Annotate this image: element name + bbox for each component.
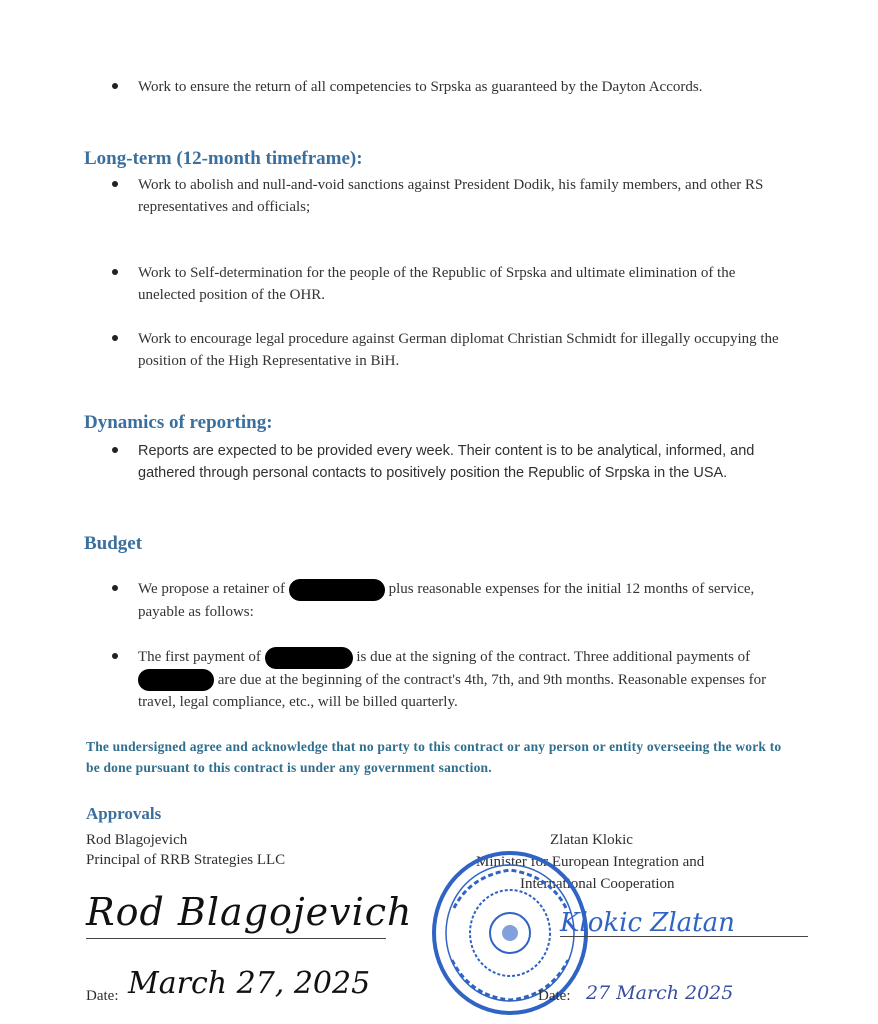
right-signature: Klokic Zlatan xyxy=(560,908,735,938)
left-signer-name: Rod Blagojevich xyxy=(86,832,188,848)
bullet-icon xyxy=(112,181,118,187)
right-signer-title-1: Minister for European Integration and xyxy=(476,854,705,870)
long-term-item-1: Work to abolish and null-and-void sanctions against President Dodik, his family members, and other RS representatives and officials; xyxy=(138,177,764,215)
approvals-heading: Approvals xyxy=(86,804,162,823)
bullet-icon xyxy=(112,447,118,453)
budget-item-2-b: is due at the signing of the contract. Three additional payments of xyxy=(356,649,751,665)
list-item xyxy=(112,578,792,623)
budget-item-1-before: We propose a retainer of xyxy=(138,581,286,597)
left-signer-title: Principal of RRB Strategies LLC xyxy=(86,852,286,868)
right-signer-name: Zlatan Klokic xyxy=(550,832,633,848)
list-item xyxy=(112,76,792,98)
list-item xyxy=(112,440,792,484)
left-date-label: Date: xyxy=(86,988,119,1004)
list-item xyxy=(112,262,792,306)
redaction-bar xyxy=(265,647,353,669)
redaction-bar xyxy=(138,669,214,691)
list-item xyxy=(112,646,792,713)
redaction-bar xyxy=(289,579,385,601)
right-date-label: Date: xyxy=(538,988,571,1004)
top-bullet-text: Work to ensure the return of all competencies to Srpska as guaranteed by the Dayton Accords. xyxy=(138,79,703,95)
left-signature-line xyxy=(86,938,386,939)
list-item xyxy=(112,328,792,372)
bullet-icon xyxy=(112,653,118,659)
budget-item-2-a: The first payment of xyxy=(138,649,261,665)
bullet-icon xyxy=(112,83,118,89)
long-term-heading: Long-term (12-month timeframe): xyxy=(84,148,363,169)
budget-item-2 xyxy=(138,646,792,713)
reporting-heading: Dynamics of reporting: xyxy=(84,412,273,433)
list-item xyxy=(112,174,792,218)
right-date: 27 March 2025 xyxy=(586,982,734,1004)
budget-item-2-c: are due at the beginning of the contract's 4th, 7th, and 9th months. Reasonable expenses for travel, legal compliance, etc., will be billed quarterly. xyxy=(138,671,767,711)
left-date: March 27, 2025 xyxy=(128,966,371,1001)
bullet-icon xyxy=(112,269,118,275)
long-term-item-3: Work to encourage legal procedure against German diplomat Christian Schmidt for illegally occupying the position of the High Representative in BiH. xyxy=(138,331,779,369)
bullet-icon xyxy=(112,585,118,591)
reporting-text: Reports are expected to be provided every week. Their content is to be analytical, informed, and gathered through personal contacts to positively position the Republic of Srpska in the USA. xyxy=(138,443,755,481)
sanction-notice: The undersigned agree and acknowledge that no party to this contract or any person or entity overseeing the work to be done pursuant to this contract is under any government sanction. xyxy=(86,739,782,775)
budget-heading: Budget xyxy=(84,533,143,554)
left-signature: Rod Blagojevich xyxy=(86,890,413,934)
budget-item-1-after: plus reasonable expenses for the initial 12 months of service, payable as follows: xyxy=(138,581,755,620)
long-term-item-2: Work to Self-determination for the people of the Republic of Srpska and ultimate elimination of the unelected position of the OHR. xyxy=(138,265,736,303)
bullet-icon xyxy=(112,335,118,341)
budget-item-1 xyxy=(138,578,792,623)
right-signer-title-2: International Cooperation xyxy=(520,876,675,892)
